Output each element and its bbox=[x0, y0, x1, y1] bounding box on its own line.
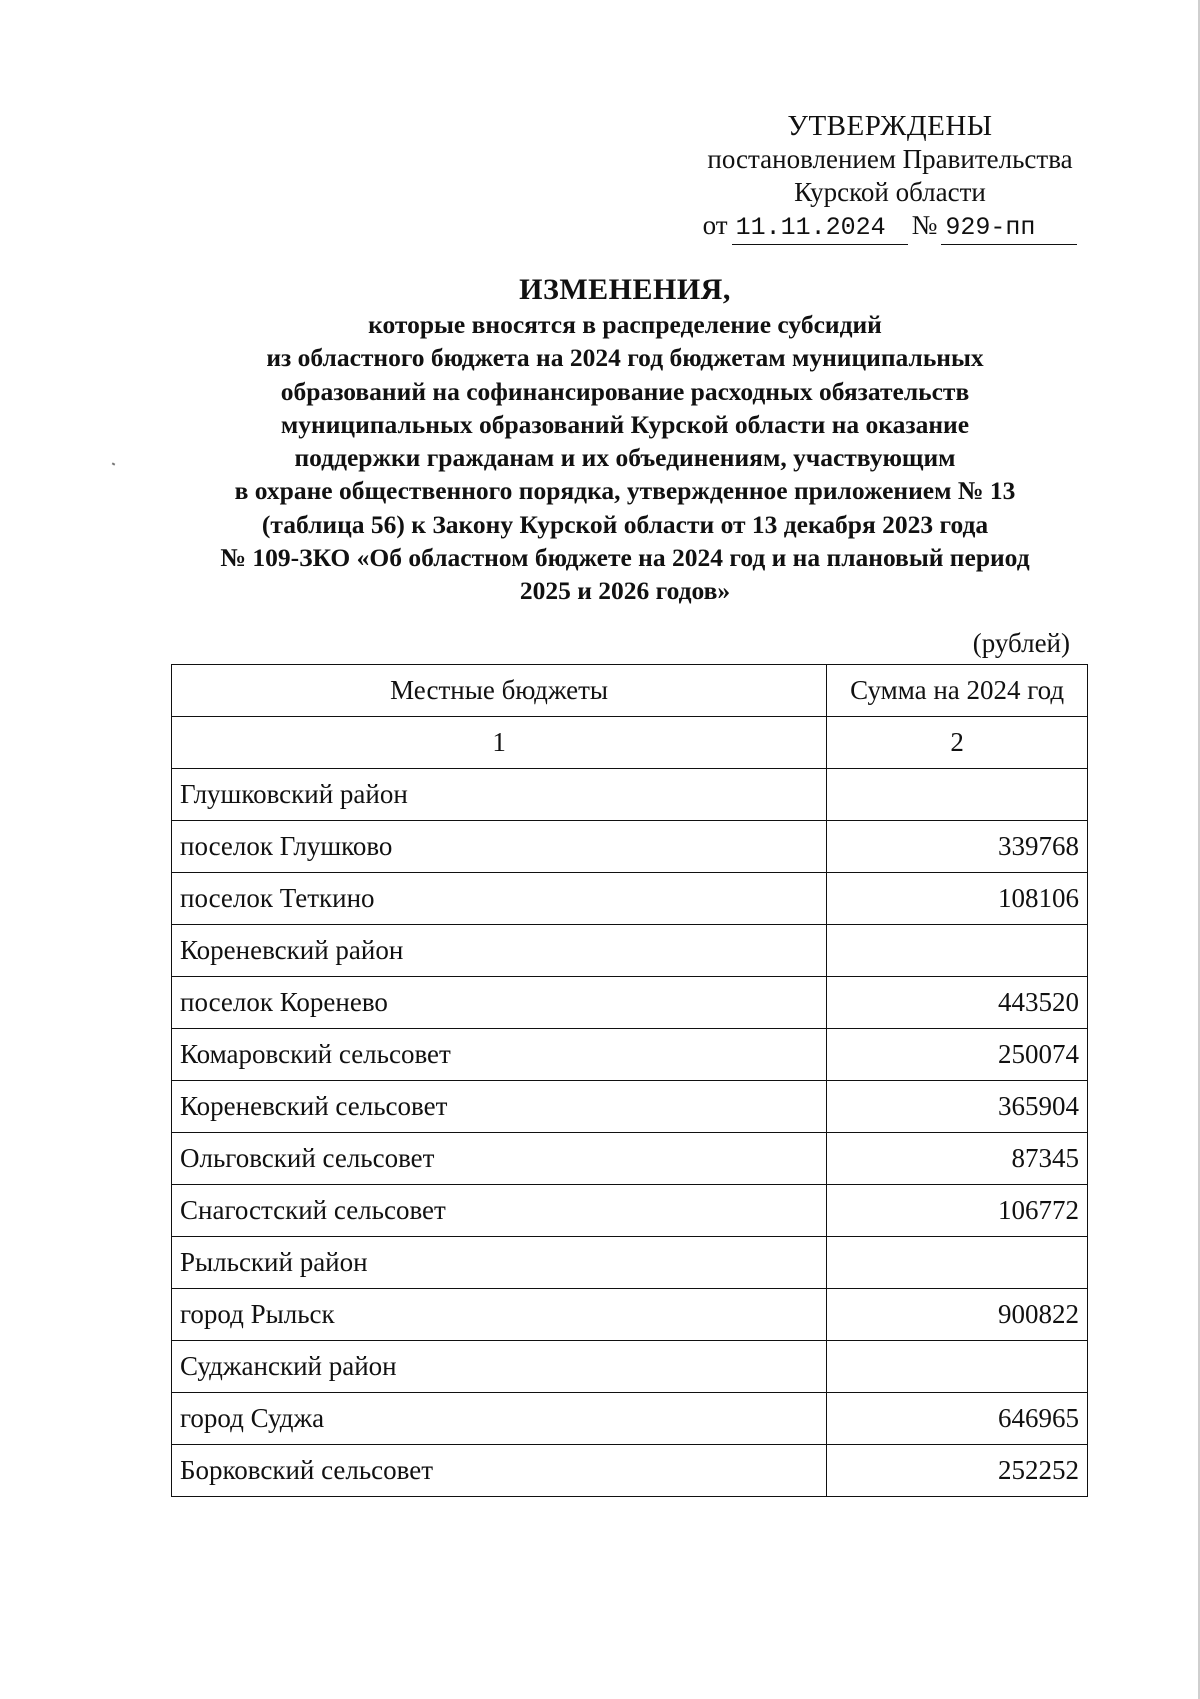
budget-name: Кореневский сельсовет bbox=[172, 1081, 827, 1133]
table-row bbox=[172, 1081, 1088, 1133]
approval-date-line bbox=[690, 209, 1090, 245]
table-row bbox=[172, 1445, 1088, 1497]
units-label: (рублей) bbox=[972, 628, 1070, 658]
approval-title: УТВЕРЖДЕНЫ bbox=[787, 110, 993, 142]
table-row bbox=[172, 769, 1088, 821]
budget-amount: 252252 bbox=[827, 1445, 1088, 1497]
table-row bbox=[172, 1393, 1088, 1445]
budget-amount: 250074 bbox=[827, 1029, 1088, 1081]
scan-speck bbox=[112, 462, 116, 465]
approval-block bbox=[690, 110, 1090, 245]
heading-line: № 109-ЗКО «Об областном бюджете на 2024 год и на плановый период bbox=[220, 543, 1030, 573]
budget-name: Рыльский район bbox=[172, 1237, 827, 1289]
budget-name: поселок Коренево bbox=[172, 977, 827, 1029]
table-row bbox=[172, 1237, 1088, 1289]
budget-name: город Суджа bbox=[172, 1393, 827, 1445]
approval-date: 11.11.2024 bbox=[732, 211, 908, 245]
header-local-budgets: Местные бюджеты bbox=[172, 665, 827, 717]
table-row bbox=[172, 873, 1088, 925]
heading-line: образований на софинансирование расходных обязательств bbox=[280, 376, 970, 406]
budget-amount: 87345 bbox=[827, 1133, 1088, 1185]
table-row bbox=[172, 1185, 1088, 1237]
number-sign: № bbox=[911, 210, 938, 240]
budget-amount bbox=[827, 1237, 1088, 1289]
budget-amount: 108106 bbox=[827, 873, 1088, 925]
budget-amount: 646965 bbox=[827, 1393, 1088, 1445]
table-row bbox=[172, 977, 1088, 1029]
heading-line: из областного бюджета на 2024 год бюджетам муниципальных bbox=[266, 343, 984, 373]
column-numbers-row bbox=[172, 717, 1088, 769]
table-row bbox=[172, 1133, 1088, 1185]
heading-line: в охране общественного порядка, утвержденное приложением № 13 bbox=[234, 476, 1016, 506]
approval-number: 929-пп bbox=[941, 211, 1077, 245]
budget-name: Суджанский район bbox=[172, 1341, 827, 1393]
budget-name: Комаровский сельсовет bbox=[172, 1029, 827, 1081]
budget-amount bbox=[827, 769, 1088, 821]
budget-name: Борковский сельсовет bbox=[172, 1445, 827, 1497]
budget-table bbox=[171, 664, 1088, 1497]
table-row bbox=[172, 1029, 1088, 1081]
heading-line: муниципальных образований Курской области на оказание bbox=[280, 409, 970, 439]
heading-line: (таблица 56) к Закону Курской области от 13 декабря 2023 года bbox=[261, 509, 989, 539]
budget-amount: 339768 bbox=[827, 821, 1088, 873]
budget-amount: 365904 bbox=[827, 1081, 1088, 1133]
table-row bbox=[172, 821, 1088, 873]
budget-name: поселок Теткино bbox=[172, 873, 827, 925]
table-row bbox=[172, 1289, 1088, 1341]
column-number: 2 bbox=[827, 717, 1088, 769]
table-header-row bbox=[172, 665, 1088, 717]
table-row bbox=[172, 925, 1088, 977]
approval-line-1: постановлением Правительства bbox=[707, 144, 1073, 174]
budget-name: Глушковский район bbox=[172, 769, 827, 821]
budget-name: поселок Глушково bbox=[172, 821, 827, 873]
budget-amount: 443520 bbox=[827, 977, 1088, 1029]
approval-line-2: Курской области bbox=[794, 177, 986, 207]
budget-name: Ольговский сельсовет bbox=[172, 1133, 827, 1185]
budget-name: город Рыльск bbox=[172, 1289, 827, 1341]
date-prefix: от bbox=[702, 210, 728, 240]
heading-line: которые вносятся в распределение субсидий bbox=[368, 310, 882, 339]
column-number: 1 bbox=[172, 717, 827, 769]
header-amount-2024: Сумма на 2024 год bbox=[827, 665, 1088, 717]
heading-line: поддержки гражданам и их объединениям, участвующим bbox=[294, 443, 956, 473]
document-title: ИЗМЕНЕНИЯ, bbox=[519, 273, 731, 306]
budget-amount: 106772 bbox=[827, 1185, 1088, 1237]
budget-name: Снагостский сельсовет bbox=[172, 1185, 827, 1237]
budget-amount bbox=[827, 1341, 1088, 1393]
budget-name: Кореневский район bbox=[172, 925, 827, 977]
document-heading bbox=[160, 272, 1090, 608]
budget-amount bbox=[827, 925, 1088, 977]
heading-line: 2025 и 2026 годов» bbox=[519, 576, 731, 606]
budget-amount: 900822 bbox=[827, 1289, 1088, 1341]
table-row bbox=[172, 1341, 1088, 1393]
